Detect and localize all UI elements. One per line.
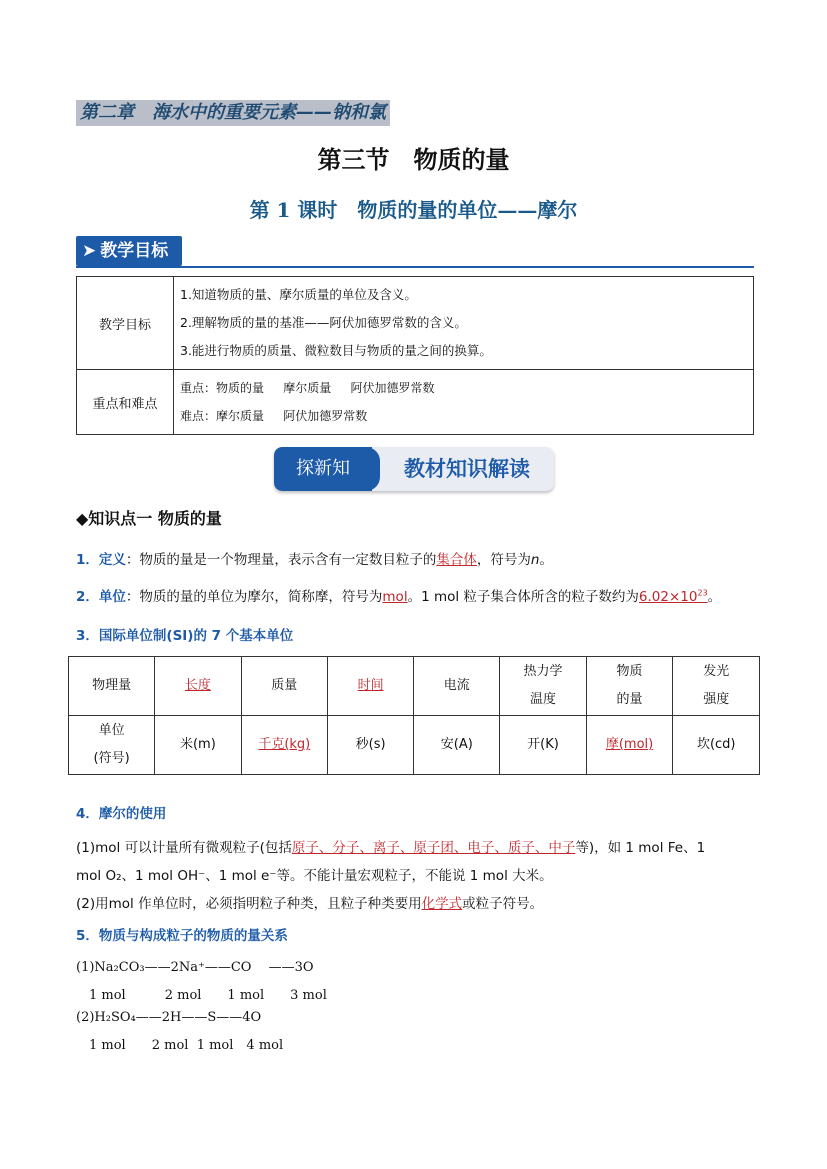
equation-line: (1)Na₂CO₃——2Na⁺——CO ——3O (76, 960, 314, 975)
lesson-title: 第 1 课时 物质的量的单位——摩尔 (249, 198, 578, 222)
table-cell: 米(m) (155, 716, 241, 775)
relation-heading: 5．物质与构成粒子的物质的量关系 (76, 928, 288, 944)
table-cell: 质量 (241, 657, 328, 716)
objectives-row (77, 277, 754, 370)
table-row (69, 716, 760, 775)
objectives-table (76, 276, 754, 435)
table-cell: 安(A) (414, 716, 500, 775)
answer-blank: mol (382, 589, 408, 605)
table-cell: 秒(s) (328, 716, 414, 775)
objective-line: 2.理解物质的量的基准——阿伏加德罗常数的含义。 (180, 315, 467, 330)
section-banner (274, 447, 554, 491)
table-cell: 热力学 温度 (500, 657, 586, 716)
section-title: 第三节 物质的量 (317, 145, 510, 174)
mole-ratio-line: 1 mol 2 mol 1 mol 4 mol (76, 1038, 284, 1053)
table-cell: 时间 (328, 657, 414, 716)
definition-label: 1．定义 (76, 552, 126, 568)
symbol-n: n (530, 552, 540, 568)
table-cell: 开(K) (500, 716, 586, 775)
keypoint-line: 重点：物质的量 摩尔质量 阿伏加德罗常数 (180, 381, 435, 395)
unit-text: ：物质的量的单位为摩尔，简称摩，符号为 (125, 589, 383, 605)
table-cell: 电流 (414, 657, 500, 716)
unit-label: 2．单位 (76, 589, 126, 605)
keypoints-row-label: 重点和难点 (77, 370, 174, 435)
definition-paragraph (76, 548, 553, 568)
chapter-heading: 第二章 海水中的重要元素——钠和氯 (76, 100, 390, 126)
unit-text: 。 (707, 589, 722, 605)
si-heading: 3．国际单位制(SI)的 7 个基本单位 (76, 628, 294, 644)
banner-right: 教材知识解读 (404, 457, 530, 481)
definition-text: ，符号为 (476, 552, 531, 568)
mole-usage-line: (1)mol 可以计量所有微观粒子(包括原子、分子、离子、原子团、电子、质子、中子等)，如 1 mol Fe、1 (76, 840, 706, 856)
table-cell: 千克(kg) (241, 716, 328, 775)
table-cell: 长度 (155, 657, 241, 716)
unit-paragraph (76, 585, 721, 605)
table-cell: 发光 强度 (673, 657, 760, 716)
table-row (69, 657, 760, 716)
definition-text: ：物质的量是一个物理量，表示含有一定数目粒子的 (125, 552, 437, 568)
banner-notch (366, 447, 380, 491)
objective-line: 3.能进行物质的质量、微粒数目与物质的量之间的换算。 (180, 343, 492, 358)
keypoint-line: 难点：摩尔质量 阿伏加德罗常数 (180, 409, 368, 423)
mole-usage-line: mol O₂、1 mol OH⁻、1 mol e⁻等。不能计量宏观粒子，不能说 1 mol 大米。 (76, 868, 553, 884)
banner-left: 探新知 (274, 447, 372, 491)
table-cell: 单位 (符号) (69, 716, 155, 775)
objectives-row-label: 教学目标 (77, 277, 174, 370)
answer-blank: 化学式 (421, 896, 463, 912)
answer-blank: 原子、分子、离子、原子团、电子、质子、中子 (291, 840, 576, 856)
equation-line: (2)H₂SO₄——2H——S——4O (76, 1010, 262, 1025)
keypoints-row (77, 370, 754, 435)
objectives-tab-label: 教学目标 (100, 241, 169, 261)
arrow-icon: ➤ (82, 241, 97, 261)
table-cell: 物理量 (69, 657, 155, 716)
si-units-table (68, 656, 760, 775)
objective-line: 1.知道物质的量、摩尔质量的单位及含义。 (180, 287, 417, 302)
objectives-rule (76, 266, 754, 268)
mole-ratio-line: 1 mol 2 mol 1 mol 3 mol (76, 988, 327, 1003)
answer-blank: 集合体 (436, 552, 477, 568)
table-cell: 物质 的量 (586, 657, 673, 716)
keypoints-row-content (174, 370, 754, 435)
unit-text: 。1 mol 粒子集合体所含的粒子数约为 (407, 589, 639, 605)
knowledge-point-heading: ◆知识点一 物质的量 (76, 509, 222, 528)
objectives-tab (76, 236, 182, 266)
objectives-row-content (174, 277, 754, 370)
mole-usage-line: (2)用mol 作单位时，必须指明粒子种类，且粒子种类要用化学式或粒子符号。 (76, 896, 544, 912)
definition-text: 。 (539, 552, 553, 568)
table-cell: 坎(cd) (673, 716, 760, 775)
table-cell: 摩(mol) (586, 716, 673, 775)
answer-blank: $6.02\times 10^{23}$ (638, 588, 708, 605)
mole-usage-heading: 4．摩尔的使用 (76, 806, 167, 822)
